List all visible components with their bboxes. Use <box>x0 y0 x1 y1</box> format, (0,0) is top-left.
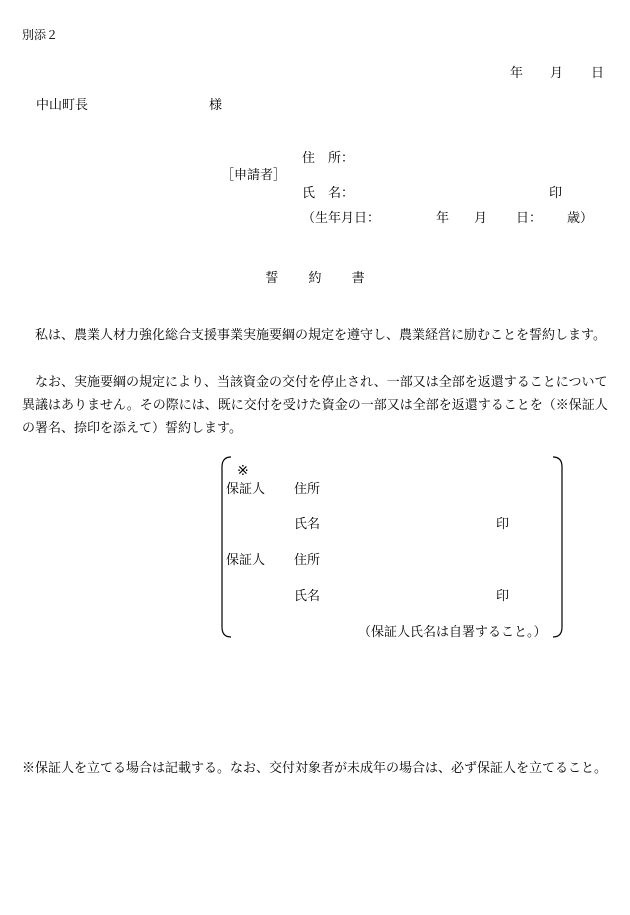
attachment-label: 別添２ <box>22 28 59 42</box>
title-char-3: 書 <box>351 271 365 286</box>
pledge-paragraph-2: なお、実施要綱の規定により、当該資金の交付を停止され、一部又は全部を返還することについて異議はありません。その際には、既に交付を受けた資金の一部又は全部を返還することを（※保証人の署名、捺印を添えて）誓約します。 <box>22 375 608 436</box>
addressee-name: 中山町長 <box>36 98 89 113</box>
guarantor-1-seal-mark: 印 <box>496 517 510 532</box>
guarantor-2-seal-mark: 印 <box>496 589 510 604</box>
guarantor-note-mark: ※ <box>237 463 249 479</box>
birthdate-year-label: 年 <box>436 211 450 226</box>
guarantor-2-address-label: 住所 <box>294 553 321 568</box>
age-label: 歳） <box>567 211 594 226</box>
applicant-name-label: 氏 名： <box>302 186 355 201</box>
applicant-seal-mark: 印 <box>549 186 563 201</box>
guarantor-2-name-label: 氏名 <box>294 589 321 604</box>
guarantor-1-address-label: 住所 <box>294 482 321 497</box>
footnote: ※保証人を立てる場合は記載する。なお、交付対象者が未成年の場合は、必ず保証人を立てること。 <box>22 761 608 776</box>
date-year-label: 年 <box>510 66 524 81</box>
birthdate-month-label: 月 <box>474 211 488 226</box>
guarantor-2-role: 保証人 <box>226 553 266 568</box>
addressee-honorific: 様 <box>209 98 223 113</box>
pledge-paragraph-1: 私は、農業人材力強化総合支援事業実施要綱の規定を遵守し、農業経営に励むことを誓約します。 <box>35 328 606 343</box>
applicant-label: ［申請者］ <box>221 168 287 183</box>
date-month-label: 月 <box>550 66 564 81</box>
date-day-label: 日 <box>591 66 605 81</box>
applicant-address-label: 住 所： <box>302 151 355 166</box>
guarantor-section <box>219 455 565 639</box>
guarantor-1-role: 保証人 <box>226 482 266 497</box>
birthdate-day-label: 日： <box>516 211 543 226</box>
guarantor-bracket-frame <box>219 455 565 639</box>
guarantor-instruction: （保証人氏名は自署すること。） <box>358 625 547 640</box>
title-char-2: 約 <box>308 271 322 286</box>
date-line <box>0 67 630 83</box>
document-title <box>0 272 630 285</box>
birthdate-prefix: （生年月日： <box>302 211 381 226</box>
title-char-1: 誓 <box>265 271 279 286</box>
guarantor-1-name-label: 氏名 <box>294 517 321 532</box>
